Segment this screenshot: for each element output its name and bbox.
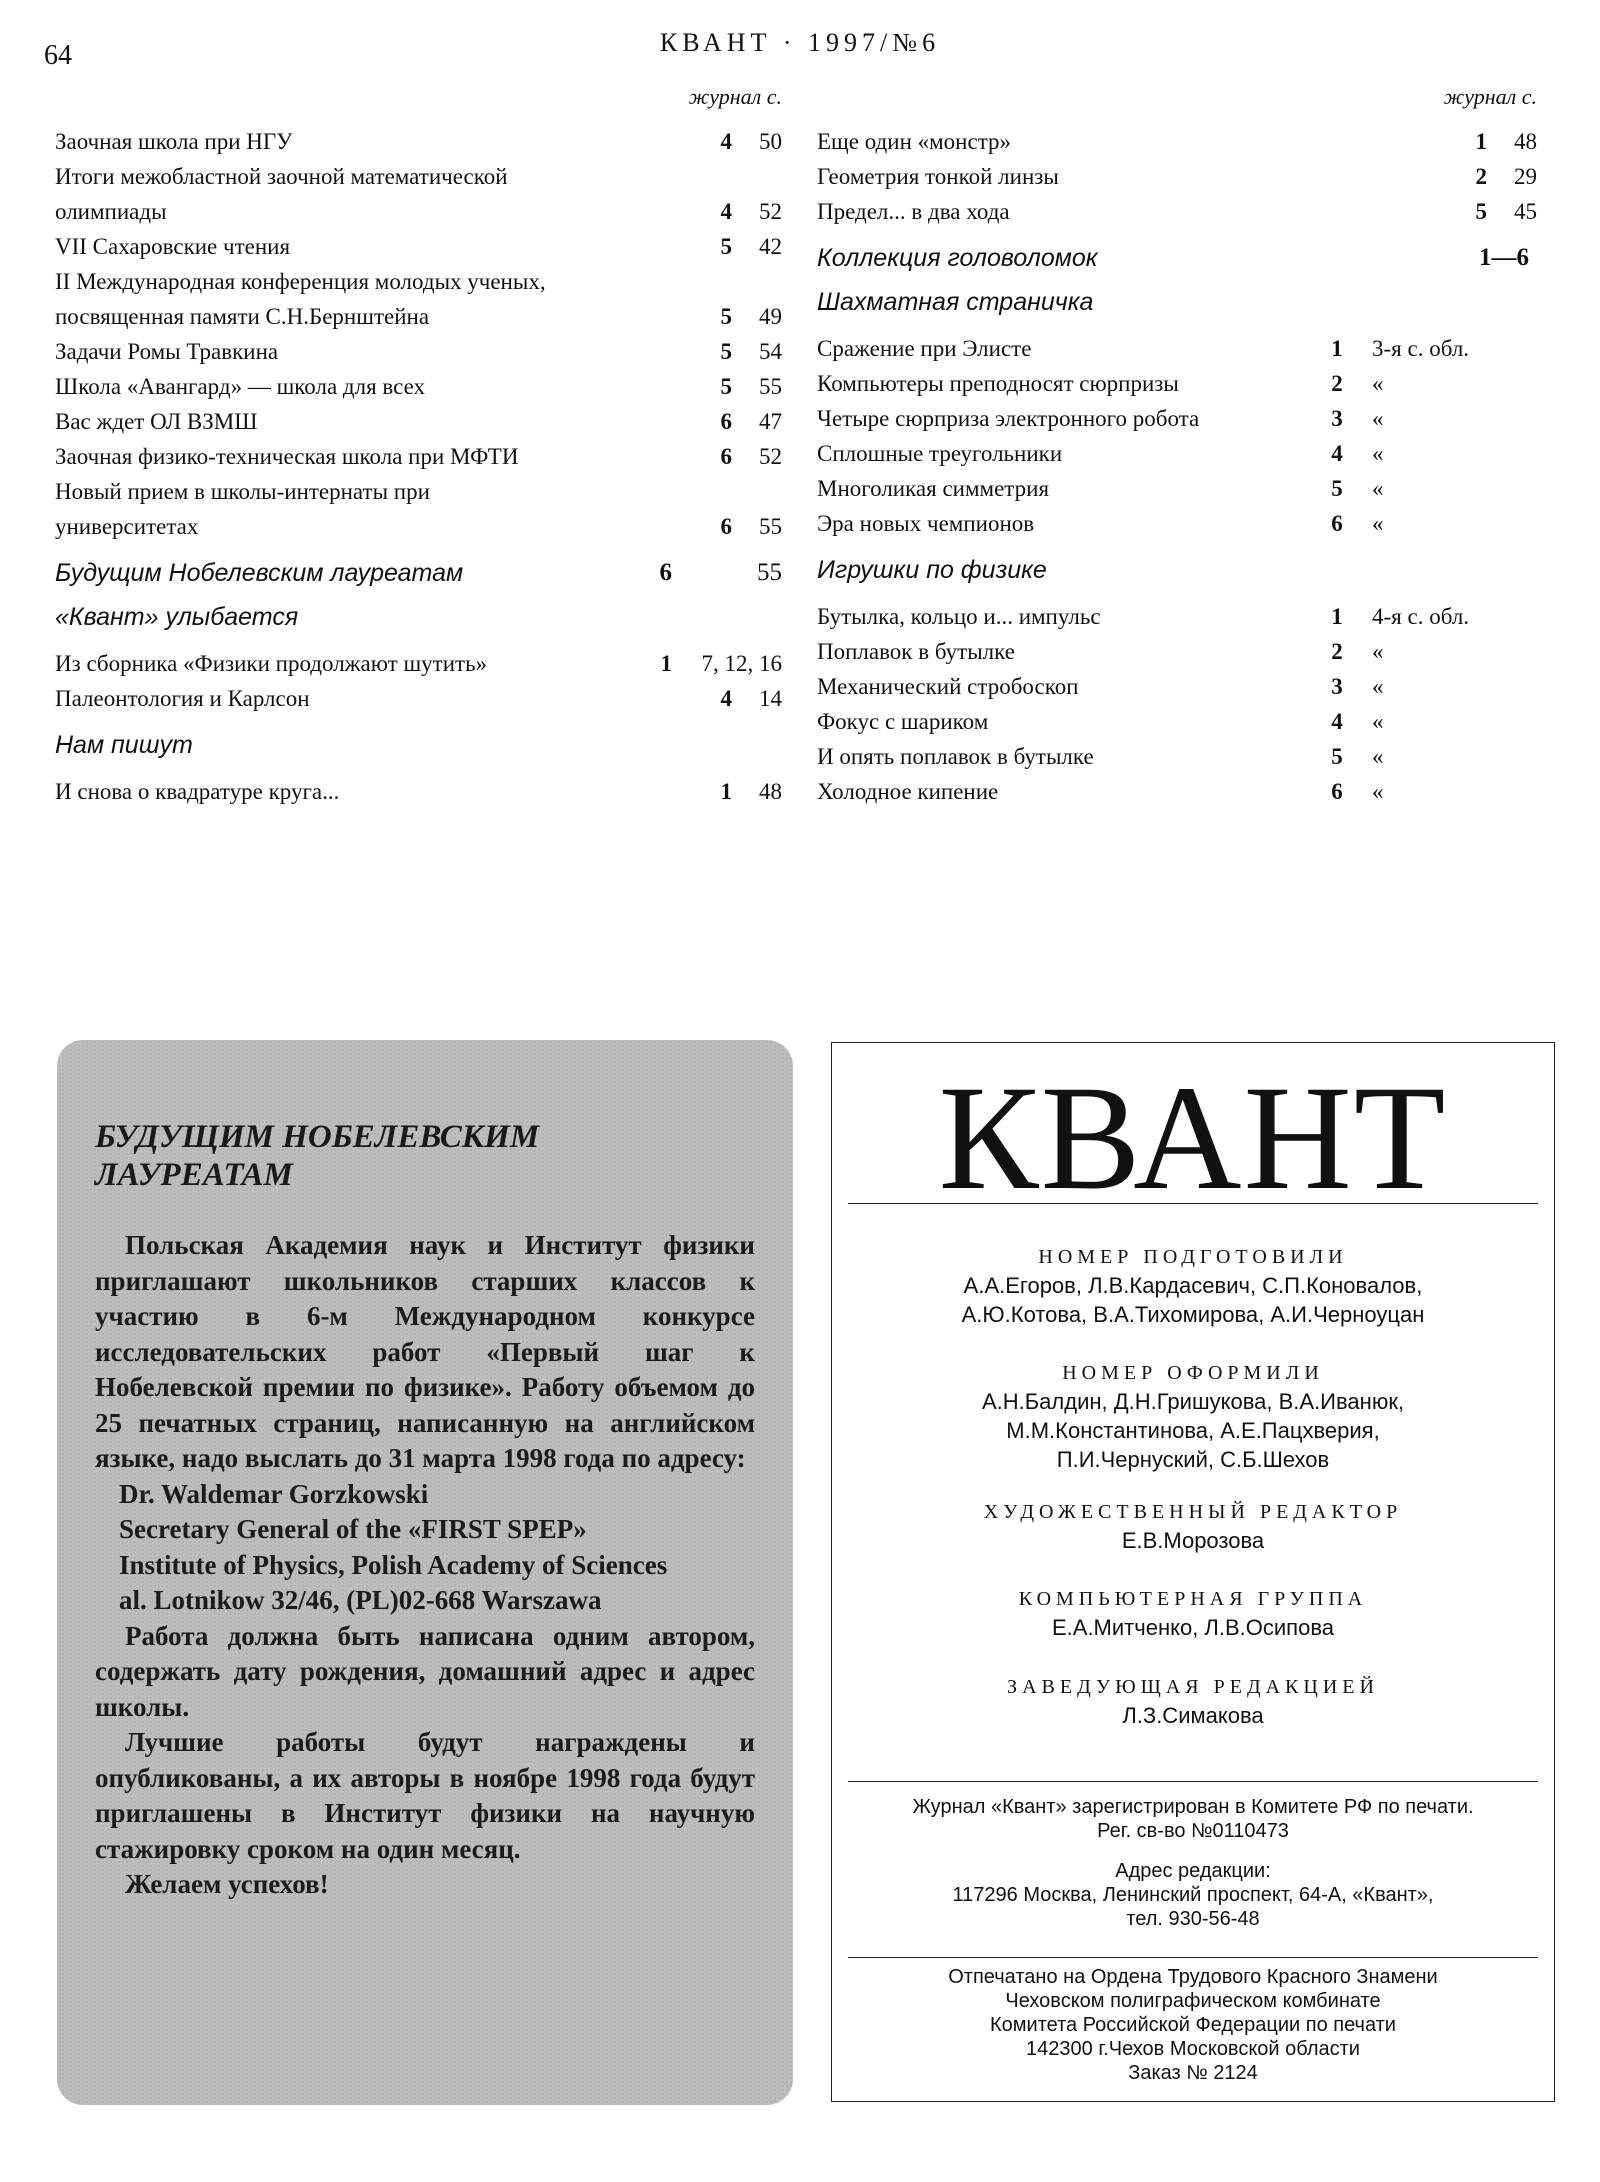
index-entry	[817, 194, 1537, 229]
notice-closing: Желаем успехов!	[125, 1869, 329, 1899]
registration-line: Рег. св-во №0110473	[1097, 1820, 1289, 1842]
entry-title: Четыре сюрприза электронного робота	[817, 406, 1200, 431]
index-entry	[55, 124, 782, 159]
index-entry	[817, 739, 1537, 774]
page-number-cell: «	[1372, 371, 1384, 396]
page-number-cell: 42	[759, 234, 782, 259]
issue-number: 2	[1331, 371, 1343, 396]
credit-names: А.Ю.Котова, В.А.Тихомирова, А.И.Черноуцан	[961, 1302, 1425, 1327]
entry-title: Из сборника «Физики продолжают шутить»	[55, 651, 488, 676]
page-number-cell: «	[1372, 779, 1384, 804]
order-number: Заказ № 2124	[1128, 2062, 1258, 2084]
index-entry	[817, 124, 1537, 159]
section-toys	[817, 555, 1537, 585]
index-entry	[55, 334, 782, 369]
issue-number: 1	[1475, 129, 1487, 154]
index-entry	[55, 264, 782, 299]
page-number-cell: 29	[1514, 164, 1537, 189]
credit-names: А.Н.Балдин, Д.Н.Гришукова, В.А.Иванюк,	[981, 1389, 1405, 1414]
index-entry	[817, 366, 1537, 401]
notice-address-line: Dr. Waldemar Gorzkowski	[119, 1478, 429, 1509]
issue-number: 4	[1331, 441, 1343, 466]
page-number-cell: 4-я с. обл.	[1372, 604, 1470, 629]
entry-title: Механический стробоскоп	[817, 674, 1079, 699]
entry-title: Вас ждет ОЛ ВЗМШ	[55, 409, 258, 434]
entry-title: Задачи Ромы Травкина	[55, 339, 279, 364]
credit-chief	[832, 1673, 1554, 1730]
issue-number: 5	[1331, 744, 1343, 769]
page-number-cell: «	[1372, 709, 1384, 734]
page-number-cell: «	[1372, 674, 1384, 699]
section-title: Будущим Нобелевским лауреатам	[55, 559, 464, 587]
entries-toys	[817, 599, 1537, 809]
entry-title: Бутылка, кольцо и... импульс	[817, 604, 1101, 629]
notice-title-line: БУДУЩИМ НОБЕЛЕВСКИМ	[95, 1119, 540, 1155]
section-chess	[817, 287, 1537, 317]
section-title: Игрушки по физике	[817, 556, 1047, 584]
issue-number: 5	[1475, 199, 1487, 224]
entry-title: Заочная школа при НГУ	[55, 129, 293, 154]
notice-address-line: Institute of Physics, Polish Academy of Sciences	[119, 1549, 668, 1580]
entry-title: Холодное кипение	[817, 779, 999, 804]
nobel-notice-box	[57, 1040, 793, 2105]
entry-title: Многоликая симметрия	[817, 476, 1050, 501]
section-title: «Квант» улыбается	[55, 603, 299, 631]
index-entry	[55, 299, 782, 334]
entry-title: Сражение при Элисте	[817, 336, 1032, 361]
notice-paragraph: Работа должна быть написана одним автором, содержать дату рождения, домашний адрес и адрес школы.	[95, 1620, 755, 1722]
issue-number: 1	[660, 651, 672, 676]
credit-names: Е.А.Митченко, Л.В.Осипова	[1051, 1615, 1334, 1640]
entry-title: Предел... в два хода	[817, 199, 1010, 224]
credit-computer-group	[832, 1585, 1554, 1642]
index-entry	[55, 439, 782, 474]
issue-number: 3	[1331, 674, 1343, 699]
index-entry	[817, 704, 1537, 739]
printer-info	[832, 1965, 1554, 2085]
entry-title: Школа «Авангард» — школа для всех	[55, 374, 426, 399]
issue-number: 6	[659, 559, 672, 586]
issue-number: 2	[1331, 639, 1343, 664]
entries-math	[817, 124, 1537, 229]
index-entry	[55, 509, 782, 544]
notice-title-line: ЛАУРЕАТАМ	[95, 1157, 293, 1193]
notice-address-line: al. Lotnikow 32/46, (PL)02-668 Warszawa	[119, 1585, 602, 1615]
entries-letters	[55, 774, 782, 809]
entry-title: олимпиады	[55, 199, 167, 224]
editorial-address	[832, 1859, 1554, 1931]
page-number-cell: 45	[1514, 199, 1537, 224]
credit-heading: НОМЕР ПОДГОТОВИЛИ	[1038, 1246, 1348, 1268]
credit-heading: КОМПЬЮТЕРНАЯ ГРУППА	[1018, 1588, 1368, 1610]
running-head: КВАНТ · 1997/№6	[659, 28, 941, 57]
address-line: 117296 Москва, Ленинский проспект, 64-А, «Квант»,	[952, 1884, 1434, 1906]
entry-title: Палеонтология и Карлсон	[55, 686, 310, 711]
index-entry	[817, 159, 1537, 194]
index-entry	[55, 194, 782, 229]
divider	[848, 1957, 1538, 1958]
page-number-cell: 3-я с. обл.	[1372, 336, 1470, 361]
page-number-cell: 52	[759, 444, 782, 469]
printer-line: Комитета Российской Федерации по печати	[990, 2014, 1396, 2036]
index-entry	[817, 634, 1537, 669]
issue-number: 5	[720, 234, 732, 259]
issue-number: 4	[1331, 709, 1343, 734]
printer-line: Отпечатано на Ордена Трудового Красного Знамени	[948, 1966, 1438, 1988]
issue-number: 2	[1475, 164, 1487, 189]
entry-title: И снова о квадратуре круга...	[55, 779, 340, 804]
page-number-cell: 52	[759, 199, 782, 224]
index-entry	[817, 774, 1537, 809]
page-number-cell: 55	[759, 374, 782, 399]
address-line: тел. 930-56-48	[1126, 1908, 1260, 1930]
entry-title: посвященная памяти С.Н.Бернштейна	[55, 304, 430, 329]
entry-title: II Международная конференция молодых ученых,	[55, 269, 546, 294]
entries-chess	[817, 331, 1537, 541]
credit-heading: НОМЕР ОФОРМИЛИ	[1062, 1362, 1324, 1384]
page-number: 64	[44, 40, 72, 71]
entry-title: университетах	[55, 514, 199, 539]
printer-line: 142300 г.Чехов Московской области	[1026, 2038, 1360, 2060]
issue-number: 6	[720, 514, 732, 539]
index-left-column	[55, 82, 782, 809]
index-entry	[55, 369, 782, 404]
issue-number: 1	[1331, 604, 1343, 629]
issue-number: 6	[1331, 511, 1343, 536]
entry-title: И опять поплавок в бутылке	[817, 744, 1094, 769]
notice-title	[95, 1118, 735, 1194]
credit-names: Е.В.Морозова	[1121, 1528, 1265, 1553]
page-number-cell: 14	[759, 686, 782, 711]
entry-title: Поплавок в бутылке	[817, 639, 1015, 664]
section-title: Шахматная страничка	[817, 288, 1094, 316]
index-entry	[55, 474, 782, 509]
page-number-cell: 47	[759, 409, 782, 434]
index-entry	[817, 669, 1537, 704]
page-number-cell: 55	[757, 559, 782, 586]
credit-designed	[832, 1359, 1554, 1474]
divider	[848, 1781, 1538, 1782]
credit-art-editor	[832, 1498, 1554, 1555]
section-title: Нам пишут	[55, 731, 193, 759]
page-number-cell: «	[1372, 406, 1384, 431]
index-entry	[55, 646, 782, 681]
section-letters	[55, 730, 782, 760]
section-nobel	[55, 558, 782, 588]
registration-line: Журнал «Квант» зарегистрирован в Комитете РФ по печати.	[912, 1796, 1474, 1818]
divider	[848, 1203, 1538, 1204]
index-entry	[817, 471, 1537, 506]
index-entry	[817, 436, 1537, 471]
issue-number: 6	[1331, 779, 1343, 804]
issue-number: 5	[1331, 476, 1343, 501]
notice-paragraph: Лучшие работы будут награждены и опубликованы, а их авторы в ноябре 1998 года будут приглашены в Институт физики на научную стажировку сроком на один месяц.	[95, 1727, 755, 1864]
address-heading: Адрес редакции:	[1115, 1860, 1271, 1882]
magazine-logo: КВАНТ	[938, 1055, 1448, 1221]
issue-number: 3	[1331, 406, 1343, 431]
entries-general	[55, 124, 782, 544]
notice-paragraph: Польская Академия наук и Институт физики приглашают школьников старших классов к участию в 6-м Международном конкурсе исследовательских работ «Первый шаг к Нобелевской премии по физике». Работу объемом до 25 печатных страниц, написанную на английском языке, надо выслать до 31 марта 1998 года по адресу:	[95, 1230, 755, 1473]
issue-number: 4	[720, 129, 732, 154]
index-entry	[817, 599, 1537, 634]
page-number-cell: 48	[1514, 129, 1537, 154]
issue-number: 1	[1331, 336, 1343, 361]
column-header: журнал с.	[688, 84, 782, 109]
page-number-cell: 50	[759, 129, 782, 154]
page-number-cell: 49	[759, 304, 782, 329]
entry-title: Заочная физико-техническая школа при МФТИ	[55, 444, 519, 469]
credit-names: П.И.Чернуский, С.Б.Шехов	[1056, 1447, 1330, 1472]
issue-number: 6	[720, 409, 732, 434]
entry-title: Эра новых чемпионов	[817, 511, 1035, 536]
issue-number: 4	[720, 686, 732, 711]
entries-smile	[55, 646, 782, 716]
credit-names: Л.З.Симакова	[1122, 1703, 1264, 1728]
imprint-box	[831, 1042, 1555, 2102]
index-entry	[817, 401, 1537, 436]
index-entry	[55, 681, 782, 716]
entry-title: Еще один «монстр»	[817, 129, 1012, 154]
page-number-cell: «	[1372, 744, 1384, 769]
index-entry	[55, 229, 782, 264]
section-smile	[55, 602, 782, 632]
entry-title: VII Сахаровские чтения	[55, 234, 291, 259]
page-number-cell: 7, 12, 16	[701, 651, 782, 676]
entry-title: Сплошные треугольники	[817, 441, 1063, 466]
entry-title: Компьютеры преподносят сюрпризы	[817, 371, 1179, 396]
index-entry	[817, 331, 1537, 366]
notice-body	[95, 1228, 755, 1903]
page-number-cell: «	[1372, 511, 1384, 536]
entry-title: Геометрия тонкой линзы	[817, 164, 1059, 189]
page-number-cell: 48	[759, 779, 782, 804]
credit-names: М.М.Константинова, А.Е.Пацхверия,	[1006, 1418, 1380, 1443]
column-header: журнал с.	[1443, 84, 1537, 109]
index-right-column	[817, 82, 1537, 809]
credit-names: А.А.Егоров, Л.В.Кардасевич, С.П.Коновалов,	[963, 1273, 1423, 1298]
entry-title: Новый прием в школы-интернаты при	[55, 479, 430, 504]
registration-info	[832, 1795, 1554, 1843]
credit-heading: ХУДОЖЕСТВЕННЫЙ РЕДАКТОР	[983, 1501, 1403, 1523]
credit-heading: ЗАВЕДУЮЩАЯ РЕДАКЦИЕЙ	[1007, 1676, 1379, 1698]
section-puzzles	[817, 243, 1537, 273]
page-number-cell: «	[1372, 476, 1384, 501]
index-entry	[55, 159, 782, 194]
index-entry	[817, 506, 1537, 541]
issue-number: 5	[720, 304, 732, 329]
printer-line: Чеховском полиграфическом комбинате	[1005, 1990, 1381, 2012]
index-entry	[55, 404, 782, 439]
index-entry	[55, 774, 782, 809]
notice-address-line: Secretary General of the «FIRST SPEP»	[119, 1514, 587, 1544]
entry-title: Итоги межобластной заочной математической	[55, 164, 508, 189]
issue-number: 6	[720, 444, 732, 469]
issue-number: 1	[720, 779, 732, 804]
page-range: 1—6	[1479, 244, 1529, 271]
page-number-cell: 54	[759, 339, 782, 364]
issue-number: 5	[720, 374, 732, 399]
page-number-cell: «	[1372, 639, 1384, 664]
credit-prepared	[832, 1243, 1554, 1329]
section-title: Коллекция головоломок	[817, 244, 1098, 272]
entry-title: Фокус с шариком	[817, 709, 989, 734]
page-number-cell: «	[1372, 441, 1384, 466]
issue-number: 4	[720, 199, 732, 224]
page-number-cell: 55	[759, 514, 782, 539]
issue-number: 5	[720, 339, 732, 364]
